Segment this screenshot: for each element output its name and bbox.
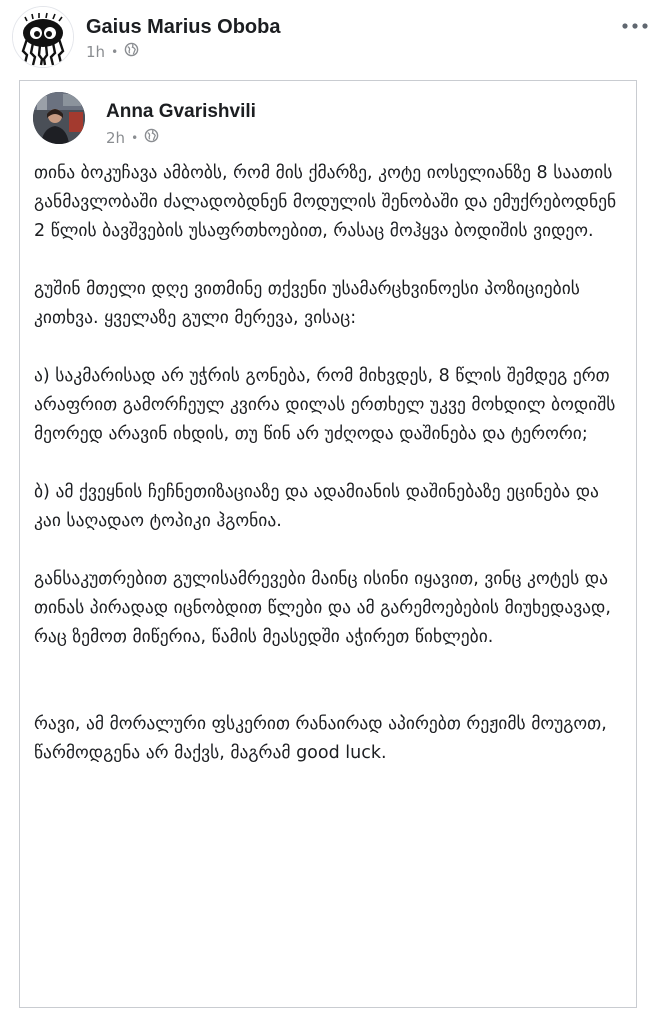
post-paragraph: რავი, ამ მორალური ფსკერით რანაირად აპირებთ რეჟიმს მოუგოთ, წარმოდგენა არ მაქვს, მაგრამ good luck. [34, 714, 607, 763]
post-paragraph: თინა ბოკუჩავა ამბობს, რომ მის ქმარზე, კოტე იოსელიანზე 8 საათის განმავლობაში ძალადობდნენ მოდულის შენობაში და ემუქრებოდნენ 2 წლის ბავშვების უსაფრთხოებით, რასაც მოჰყვა ბოდიშის ვიდეო. [34, 163, 617, 241]
post-text [34, 159, 624, 797]
post-paragraph: განსაკუთრებით გულისამრევები მაინც ისინი იყავით, ვინც კოტეს და თინას პირადად იცნობდით წლები და ამ გარემოებების მიუხედავად, რაც ზემოთ მიწერია, წამის მეასედში აჭირეთ წიხლები. [34, 569, 611, 647]
outer-author-name[interactable]: Gaius Marius Oboba [86, 16, 281, 38]
avatar[interactable] [12, 6, 74, 68]
meta-separator: • [131, 130, 139, 145]
outer-post-time[interactable]: 1h [86, 42, 106, 61]
post-paragraph: ბ) ამ ქვეყნის ჩეჩნეთიზაციაზე და ადამიანის დაშინებაზე ეცინება და კაი საღადაო ტოპიკი ჰგონია. [34, 482, 599, 531]
globe-icon[interactable] [124, 42, 139, 61]
outer-post-header [0, 0, 659, 80]
outer-post-meta [86, 42, 139, 61]
profile-photo-icon [33, 92, 85, 144]
shared-post-card[interactable] [19, 80, 637, 1008]
globe-icon[interactable] [144, 128, 159, 147]
spider-avatar-icon [13, 7, 73, 67]
shared-author-name[interactable]: Anna Gvarishvili [106, 101, 256, 122]
shared-post-time[interactable]: 2h [106, 128, 126, 147]
meta-separator: • [111, 44, 119, 59]
more-options-button[interactable] [620, 14, 650, 38]
post-paragraph: გუშინ მთელი დღე ვითმინე თქვენი უსამარცხვინოესი პოზიციების კითხვა. ყველაზე გული მერევა, ვისაც: [34, 279, 580, 328]
shared-post-meta [106, 128, 159, 147]
post-paragraph: ა) საკმარისად არ უჭრის გონება, რომ მიხვდეს, 8 წლის შემდეგ ერთ არაფრით გამორჩეულ კვირა დილას ერთხელ უკვე მოხდილ ბოდიშს მეორედ არავინ იხდის, თუ წინ არ უძღოდა დაშინება და ტერორი; [34, 366, 616, 444]
avatar[interactable] [33, 92, 85, 144]
more-options-icon [622, 23, 648, 29]
